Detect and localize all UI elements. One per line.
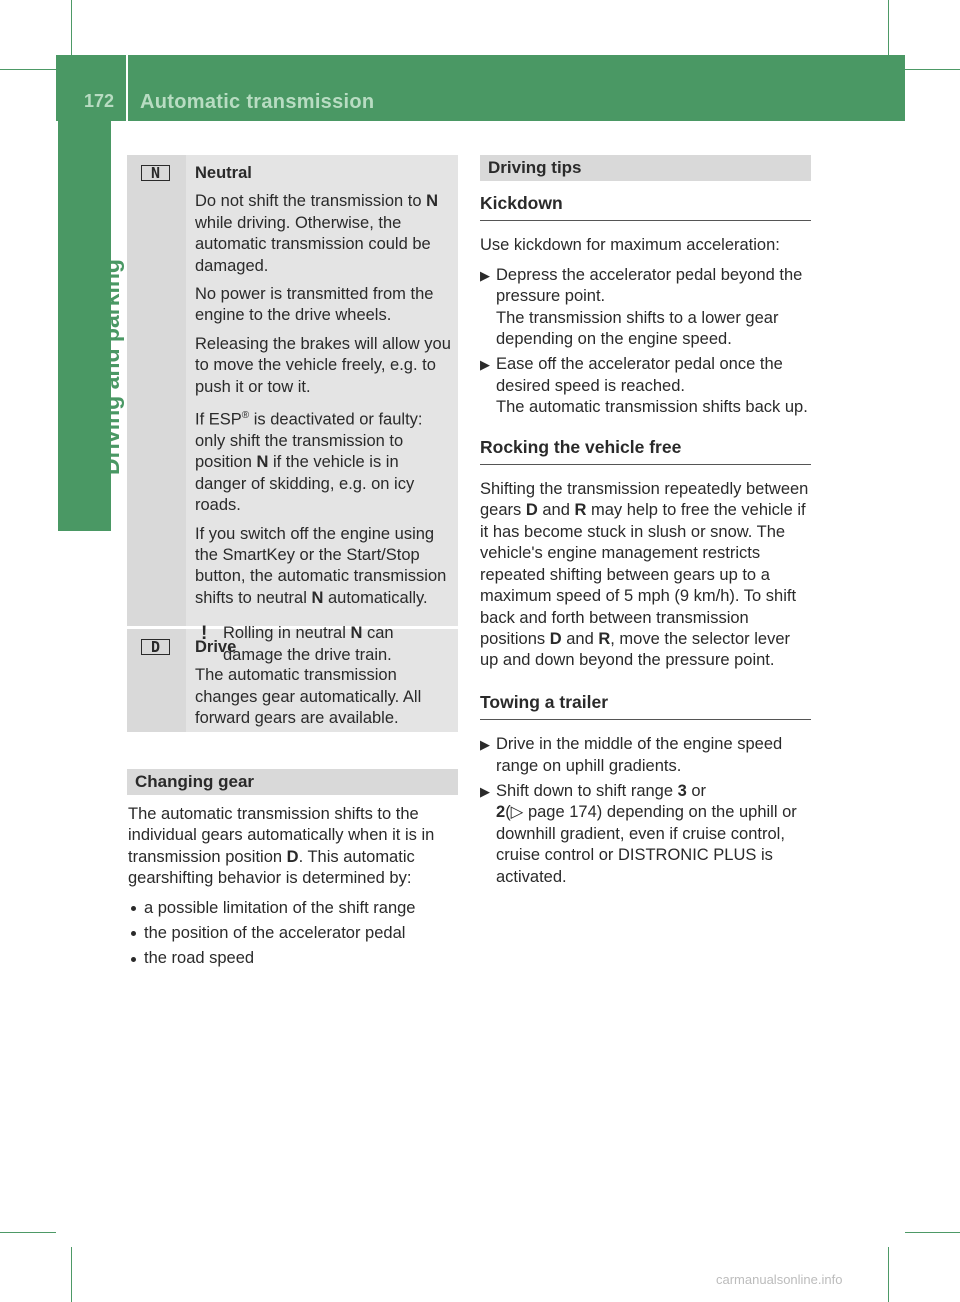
driving-tips-body <box>480 193 811 892</box>
section-heading-driving-tips: Driving tips <box>480 155 811 181</box>
page-header <box>56 55 905 121</box>
gear-description <box>186 155 458 664</box>
subheading-rocking: Rocking the vehicle free <box>480 437 811 465</box>
section-heading-changing-gear: Changing gear <box>127 769 458 795</box>
warning-icon: ! <box>201 623 208 645</box>
chapter-label: Driving and parking <box>98 259 124 475</box>
gear-d-icon: D <box>141 639 170 655</box>
neutral-paragraph: Do not shift the transmission to N while driving. Otherwise, the automatic transmission could be damaged. <box>195 192 439 275</box>
warning-text: Rolling in neutral N can damage the drive train. <box>223 624 394 664</box>
neutral-paragraph: If ESP® is deactivated or faulty: only shift the transmission to position N if the vehicle is in danger of skidding, e.g. on icy roads. <box>195 410 423 515</box>
subheading-towing: Towing a trailer <box>480 692 811 720</box>
gear-description <box>186 629 458 732</box>
crop-mark <box>71 1247 72 1302</box>
gear-table-neutral <box>127 155 458 732</box>
bullet-icon <box>131 906 136 911</box>
watermark: carmanualsonline.info <box>716 1272 843 1287</box>
body-paragraph: Shifting the transmission repeatedly between gears D and R may help to free the vehicle if it has become stuck in slush or snow. The vehicle's engine management restricts repeated shifting between gears up to a maximum speed of 5 mph (9 km/h). To shift back and forth between transmission positions D and R, move the selector lever up and down beyond the pressure point. <box>480 480 809 670</box>
neutral-paragraph: No power is transmitted from the engine to the drive wheels. <box>195 285 434 325</box>
subheading-kickdown: Kickdown <box>480 193 811 221</box>
step-arrow-icon: ▶ <box>480 737 490 753</box>
step-arrow-icon: ▶ <box>480 267 490 283</box>
page-number: 172 <box>84 91 115 111</box>
body-paragraph: Use kickdown for maximum acceleration: <box>480 236 780 255</box>
gear-n-icon: N <box>141 165 170 181</box>
list-item: ▶ Drive in the middle of the engine speed range on uphill gradients. <box>480 734 811 777</box>
list-item: ▶ Depress the accelerator pedal beyond the pressure point. The transmission shifts to a lower gear depending on the engine speed. <box>480 265 811 351</box>
gear-icon-cell <box>127 155 186 626</box>
list-item: ▶ Ease off the accelerator pedal once the desired speed is reached. The automatic transmission shifts back up. <box>480 354 811 418</box>
list-item: the position of the accelerator pedal <box>128 923 458 944</box>
list-item: ▶ Shift down to shift range 3 or 2(▷ page 174) depending on the uphill or downhill gradient, even if cruise control, cruise control or DISTRONIC PLUS is activated. <box>480 781 811 888</box>
crop-mark <box>888 0 889 55</box>
changing-gear-body <box>128 804 458 974</box>
neutral-paragraph: Releasing the brakes will allow you to move the vehicle freely, e.g. to push it or tow it. <box>195 334 451 396</box>
list-item: the road speed <box>128 948 458 969</box>
crop-mark <box>905 69 960 70</box>
bullet-icon <box>131 957 136 962</box>
body-paragraph: The automatic transmission shifts to the individual gears automatically when it is in transmission position D. This automatic gearshifting behavior is determined by: <box>128 805 435 888</box>
neutral-paragraph: If you switch off the engine using the SmartKey or the Start/Stop button, the automatic transmission shifts to neutral N automatically. <box>195 524 447 607</box>
crop-mark <box>888 1247 889 1302</box>
crop-mark <box>905 1232 960 1233</box>
drive-paragraph: The automatic transmission changes gear automatically. All forward gears are available. <box>195 666 422 728</box>
bullet-icon <box>131 931 136 936</box>
step-arrow-icon: ▶ <box>480 357 490 373</box>
gear-icon-cell <box>127 629 186 732</box>
crop-mark <box>0 69 56 70</box>
step-arrow-icon: ▶ <box>480 783 490 799</box>
gear-heading: Neutral <box>195 164 252 182</box>
gear-heading: Drive <box>195 638 237 656</box>
page-title: Automatic transmission <box>140 91 375 113</box>
gear-row-drive <box>127 629 458 732</box>
gear-row-neutral <box>127 155 458 664</box>
crop-mark <box>0 1232 56 1233</box>
header-divider <box>126 55 128 121</box>
list-item: a possible limitation of the shift range <box>128 898 458 919</box>
crop-mark <box>71 0 72 55</box>
